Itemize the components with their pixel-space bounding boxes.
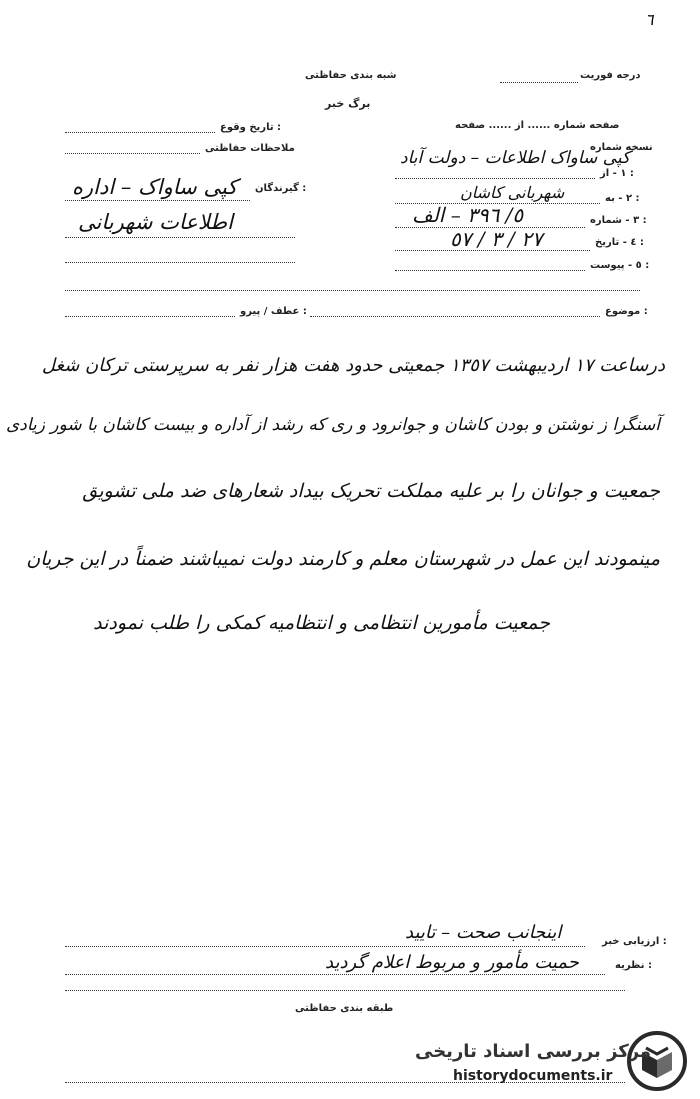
body-line-5: جمعیت مأمورین انتظامی و انتظامیه کمکی را طلب نمودند bbox=[93, 612, 550, 634]
opinion-label: نظریه : bbox=[615, 960, 653, 971]
body-line-1: درساعت ١٧ اردیبهشت ١٣٥٧ جمعیتی حدود هفت هزار نفر به سرپرستی ترکان شغل bbox=[41, 355, 665, 376]
from-label: ١ - از : bbox=[600, 168, 634, 179]
from-value: کپی ساواک اطلاعات – دولت آباد bbox=[400, 148, 631, 168]
page-number: ٦ bbox=[645, 10, 654, 29]
to-value: شهربانی کاشان bbox=[460, 183, 565, 202]
number-value: ٥/ ٣٩٦ – الف bbox=[412, 203, 524, 227]
priority-label: درجه فوریت bbox=[580, 70, 641, 81]
body-line-3: جمعیت و جوانان را بر علیه مملکت تحریک بیداد شعارهای ضد ملی تشویق bbox=[82, 480, 660, 502]
body-line-2: آسنگرا ز نوشتن و بودن کاشان و جوانرود و ری که رشد از آداره و بیست کاشان با شور زیادی bbox=[5, 415, 660, 435]
classification-title: شبه بندی حفاظتی bbox=[305, 70, 397, 81]
body-line-4: مینمودند این عمل در شهرستان معلم و کارمند دولت نمیباشند ضمناً در این جریان bbox=[26, 548, 660, 570]
date-label: ٤ - تاریخ : bbox=[595, 237, 644, 248]
event-date-label: تاریخ وقوع : bbox=[220, 122, 282, 133]
form-title: برگ خبر bbox=[325, 97, 371, 110]
evaluation-label: ارزیابی خبر : bbox=[602, 936, 667, 947]
to-label: ٢ - به : bbox=[605, 193, 640, 204]
number-label: ٣ - شماره : bbox=[590, 215, 647, 226]
date-value: ٢٧ / ٣ / ٥٧ bbox=[450, 227, 543, 251]
recipient-value-1: کپی ساواک – اداره bbox=[72, 175, 238, 199]
classification-bottom: طبقه بندی حفاظتی bbox=[295, 1003, 394, 1014]
watermark-url[interactable]: historydocuments.ir bbox=[453, 1068, 613, 1084]
recipient-value-2: اطلاعات شهربانی bbox=[78, 210, 233, 234]
evaluation-value: اینجانب صحت – تایید bbox=[405, 922, 562, 943]
page-count-label: صفحه شماره ...... از ...... صفحه bbox=[455, 120, 620, 131]
recipient-label: گیرندگان : bbox=[255, 183, 307, 194]
copy-label: نسخه شماره bbox=[590, 142, 653, 153]
watermark-name: مرکز بررسی اسناد تاریخی bbox=[415, 1041, 652, 1062]
attachment-label: ٥ - پیوست : bbox=[590, 260, 650, 271]
security-notes-label: ملاحظات حفاظتی bbox=[205, 143, 295, 154]
subject-label: موضوع : bbox=[605, 306, 648, 317]
opinion-value: حمیت مأمور و مربوط اعلام گردید bbox=[325, 952, 579, 973]
followup-label: عطف / پیرو : bbox=[240, 306, 307, 317]
